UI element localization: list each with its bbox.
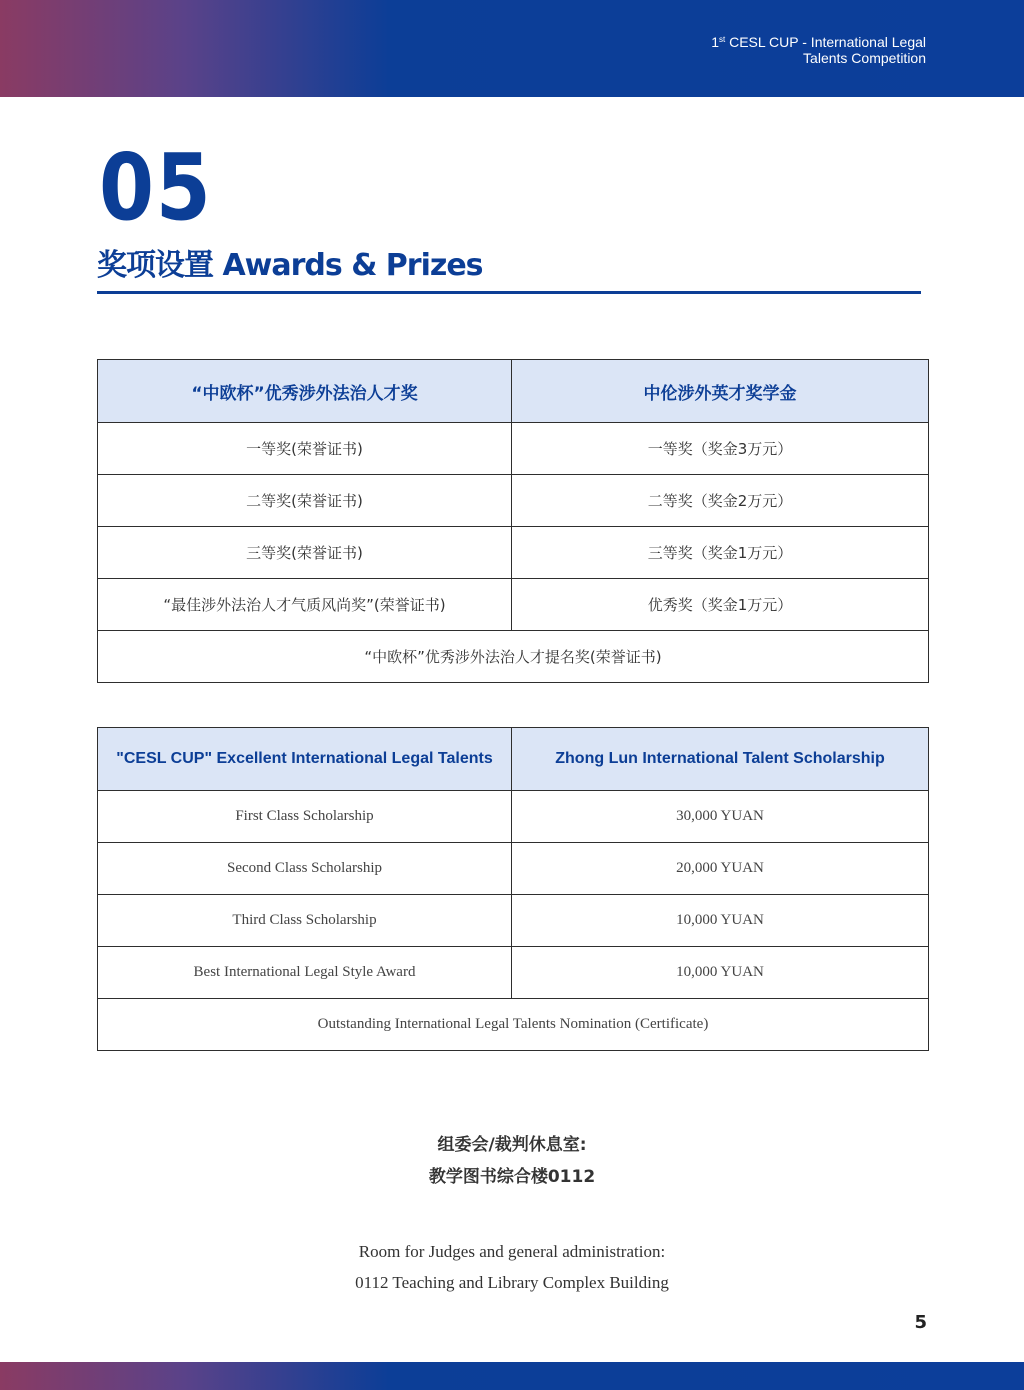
nomination-cell: Outstanding International Legal Talents Nomination (Certificate) xyxy=(98,999,929,1051)
table-row xyxy=(98,475,929,527)
award-cell: Second Class Scholarship xyxy=(98,843,512,895)
section-number: 05 xyxy=(99,134,213,241)
scholarship-cell: 一等奖（奖金3万元） xyxy=(512,423,929,475)
room-location: 教学图书综合楼0112 xyxy=(428,1167,596,1187)
award-cell: Third Class Scholarship xyxy=(98,895,512,947)
table-footer-row xyxy=(98,631,929,683)
scholarship-cell: 优秀奖（奖金1万元） xyxy=(512,579,929,631)
table-row xyxy=(98,579,929,631)
award-cell: 一等奖(荣誉证书) xyxy=(98,423,512,475)
awards-table-chinese xyxy=(97,359,929,683)
table-row xyxy=(98,423,929,475)
footer-band xyxy=(0,1362,1024,1390)
room-label: 组委会/裁判休息室: xyxy=(437,1135,587,1155)
award-cell: 二等奖(荣誉证书) xyxy=(98,475,512,527)
scholarship-cell: 二等奖（奖金2万元） xyxy=(512,475,929,527)
scholarship-cell: 20,000 YUAN xyxy=(512,843,929,895)
header-cell: “中欧杯”优秀涉外法治人才奖 xyxy=(98,360,512,423)
header-cell: Zhong Lun International Talent Scholarship xyxy=(512,728,929,791)
table-row xyxy=(98,895,929,947)
competition-name: 1st CESL CUP - International Legal Talents Competition xyxy=(711,34,926,66)
table-row xyxy=(98,527,929,579)
room-info-chinese xyxy=(0,1129,1024,1193)
scholarship-cell: 三等奖（奖金1万元） xyxy=(512,527,929,579)
award-cell: Best International Legal Style Award xyxy=(98,947,512,999)
award-cell: 三等奖(荣誉证书) xyxy=(98,527,512,579)
table-header-row xyxy=(98,728,929,791)
award-cell: First Class Scholarship xyxy=(98,791,512,843)
room-location: 0112 Teaching and Library Complex Building xyxy=(355,1273,669,1292)
awards-table-english xyxy=(97,727,929,1051)
scholarship-cell: 10,000 YUAN xyxy=(512,895,929,947)
scholarship-cell: 30,000 YUAN xyxy=(512,791,929,843)
scholarship-cell: 10,000 YUAN xyxy=(512,947,929,999)
table-row xyxy=(98,947,929,999)
header-cell: 中伦涉外英才奖学金 xyxy=(512,360,929,423)
page-number: 5 xyxy=(914,1312,927,1333)
title-divider xyxy=(97,291,921,294)
award-cell: “最佳涉外法治人才气质风尚奖”(荣誉证书) xyxy=(98,579,512,631)
room-label: Room for Judges and general administration: xyxy=(358,1242,666,1261)
table-row xyxy=(98,791,929,843)
nomination-cell: “中欧杯”优秀涉外法治人才提名奖(荣誉证书) xyxy=(98,631,929,683)
header-band xyxy=(0,0,1024,97)
room-info-english xyxy=(0,1236,1024,1298)
table-footer-row xyxy=(98,999,929,1051)
table-row xyxy=(98,843,929,895)
table-header-row xyxy=(98,360,929,423)
section-title: 奖项设置 Awards & Prizes xyxy=(97,248,483,283)
header-cell: "CESL CUP" Excellent International Legal Talents xyxy=(98,728,512,791)
